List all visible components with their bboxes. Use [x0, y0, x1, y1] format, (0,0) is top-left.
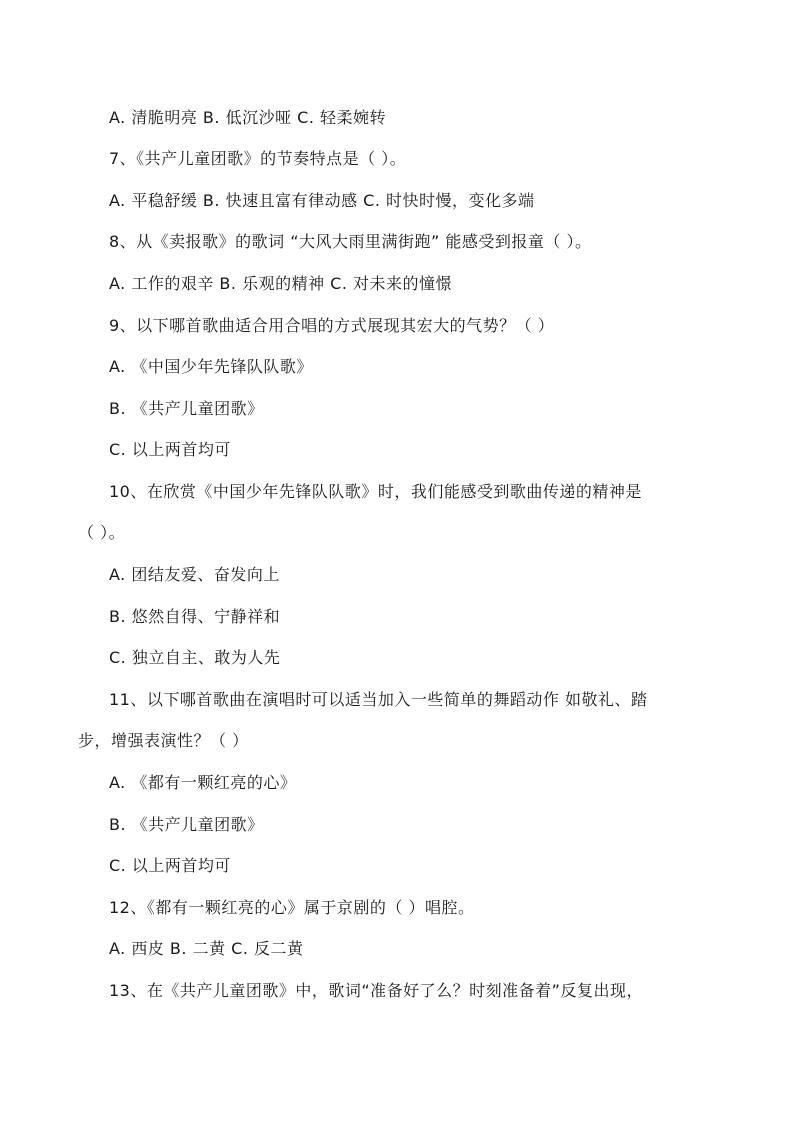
q8-options: A. 工作的艰辛 B. 乐观的精神 C. 对未来的憧憬 — [109, 274, 453, 293]
q12-question: 12、《都有一颗红亮的心》属于京剧的（ ）唱腔。 — [109, 898, 475, 917]
q9-option-b: B. 《共产儿童团歌》 — [109, 399, 264, 418]
q10-question-cont: （ ）。 — [78, 523, 126, 542]
q10-option-a: A. 团结友爱、奋发向上 — [109, 565, 280, 584]
q8-question: 8、从《卖报歌》的歌词 “大风大雨里满街跑” 能感受到报童（ ）。 — [109, 232, 592, 251]
q10-question: 10、在欣赏《中国少年先锋队队歌》时，我们能感受到歌曲传递的精神是 — [109, 482, 642, 501]
q10-option-c: C. 独立自主、敢为人先 — [109, 648, 281, 667]
q11-option-a: A. 《都有一颗红亮的心》 — [109, 773, 297, 792]
q9-question: 9、以下哪首歌曲适合用合唱的方式展现其宏大的气势？（ ） — [109, 316, 555, 335]
q11-option-b: B. 《共产儿童团歌》 — [109, 815, 264, 834]
q11-option-c: C. 以上两首均可 — [109, 856, 231, 875]
q9-option-a: A. 《中国少年先锋队队歌》 — [109, 357, 313, 376]
q13-question: 13、在《共产儿童团歌》中，歌词“准备好了么？时刻准备着”反复出现， — [109, 981, 643, 1000]
q9-option-c: C. 以上两首均可 — [109, 440, 231, 459]
q10-option-b: B. 悠然自得、宁静祥和 — [109, 607, 281, 626]
q11-question-cont: 步，增强表演性？（ ） — [78, 731, 249, 750]
q12-options: A. 西皮 B. 二黄 C. 反二黄 — [109, 939, 304, 958]
q6-options: A. 清脆明亮 B. 低沉沙哑 C. 轻柔婉转 — [109, 108, 387, 127]
q11-question: 11、以下哪首歌曲在演唱时可以适当加入一些简单的舞蹈动作 如敬礼、踏 — [109, 690, 648, 709]
q7-question: 7、《共产儿童团歌》的节奏特点是（ ）。 — [109, 149, 407, 168]
q7-options: A. 平稳舒缓 B. 快速且富有律动感 C. 时快时慢，变化多端 — [109, 191, 535, 210]
